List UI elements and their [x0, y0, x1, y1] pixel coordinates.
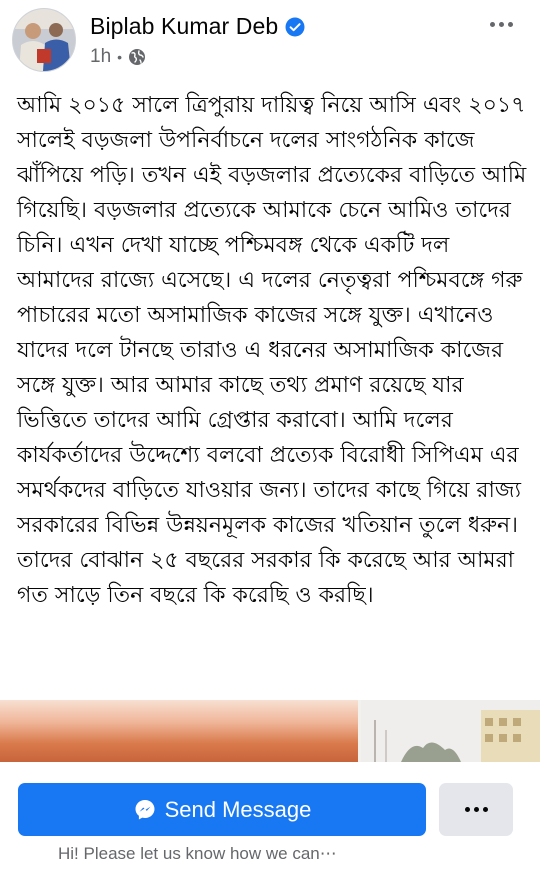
meta-separator: •: [117, 49, 123, 65]
post-text: আমি ২০১৫ সালে ত্রিপুরায় দায়িত্ব নিয়ে আসি এবং ২০১৭ সালেই বড়জলা উপনির্বাচনে দলের সাংগঠনিক কাজে ঝাঁপিয়ে পড়ি। তখন এই বড়জলার প্রত্যেকের বাড়িতে আমি গিয়েছি। বড়জলার প্রত্যেকে আমাকে চেনে আমিও তাদের চিনি। এখন দেখা যাচ্ছে পশ্চিমবঙ্গ থেকে একটি দল আমাদের রাজ্যে এসেছে। এ দলের নেতৃত্বরা পশ্চিমবঙ্গে গরু পাচারের মতো অসামাজিক কাজের সঙ্গে যুক্ত। এখানেও যাদের দলে টানছে তারাও এ ধরনের অসামাজিক কাজের সঙ্গে যুক্ত। আর আমার কাছে তথ্য প্রমাণ রয়েছে যার ভিত্তিতে তাদের আমি গ্রেপ্তার করাবো। আমি দলের কার্যকর্তাদের উদ্দেশ্যে বলবো প্রত্যেক বিরোধী সিপিএম এর সমর্থকদের বাড়িতে যাওয়ার জন্য। তাদের কাছে গিয়ে রাজ্য সরকারের বিভিন্ন উন্নয়নমূলক কাজের খতিয়ান তুলে ধরুন। তাদের বোঝান ২৫ বছরের সরকার কি করেছে আর আমরা গত সাড়ে তিন বছরে কি করেছি ও করছি।: [17, 93, 527, 608]
globe-icon[interactable]: [128, 48, 146, 66]
post-header: [0, 0, 540, 80]
send-message-label: Send Message: [164, 796, 312, 822]
menu-dot: [465, 807, 470, 812]
post-time[interactable]: 1h: [90, 46, 112, 67]
post-image-right: [361, 700, 540, 762]
menu-dot: [474, 807, 479, 812]
message-prompt-hint[interactable]: Hi! Please let us know how we can⋯: [58, 844, 337, 863]
messenger-icon: [133, 798, 157, 822]
more-dot: [499, 22, 504, 27]
post-image-strip[interactable]: [0, 700, 540, 762]
post-meta: [90, 46, 146, 68]
send-message-button[interactable]: [18, 783, 426, 836]
more-actions-button[interactable]: [439, 783, 513, 836]
menu-dot: [483, 807, 488, 812]
author-name-row: [90, 13, 305, 40]
more-dot: [490, 22, 495, 27]
building-photo: [361, 700, 540, 762]
author-name[interactable]: Biplab Kumar Deb: [90, 13, 279, 39]
more-options-icon[interactable]: [484, 12, 518, 36]
more-dot: [508, 22, 513, 27]
verified-badge-icon: [285, 17, 305, 37]
post-image-left: [0, 700, 358, 762]
avatar[interactable]: [12, 8, 76, 72]
